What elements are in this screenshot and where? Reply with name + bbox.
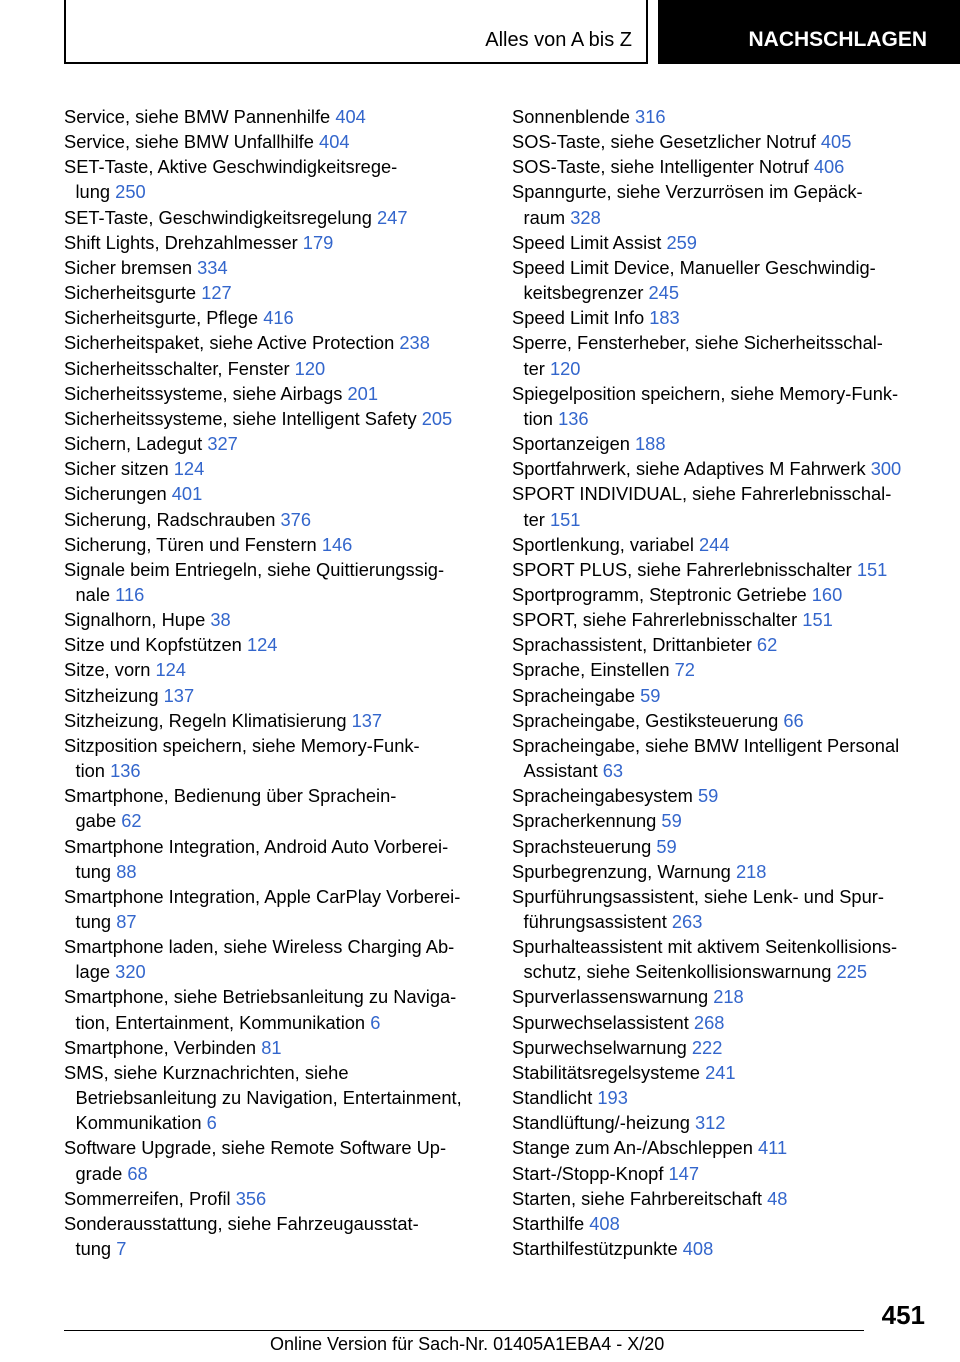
index-entry-text: Sonnenblende — [512, 106, 630, 127]
page-reference-link[interactable]: 247 — [376, 206, 408, 228]
footer-online-version: Online Version für Sach-Nr. 01405A1EBA4 - X/20 — [270, 1334, 665, 1354]
page-reference-link[interactable]: 222 — [691, 1036, 723, 1058]
index-entry-text: Starthilfestützpunkte — [512, 1238, 678, 1260]
page-reference-link[interactable]: 300 — [870, 458, 902, 480]
page-reference-link[interactable]: 328 — [570, 206, 601, 228]
index-entry-continuation: tung — [75, 911, 112, 932]
page-reference-link[interactable]: 120 — [294, 357, 326, 379]
index-entry-text: Sportanzeigen — [512, 433, 630, 455]
page-reference-link[interactable]: 151 — [549, 508, 581, 530]
index-entry — [64, 632, 484, 657]
index-entry — [64, 431, 484, 456]
index-entry — [512, 431, 932, 456]
page-reference-link[interactable]: 63 — [602, 760, 624, 782]
index-entry-text: Sichern, Ladegut — [64, 433, 203, 455]
page-reference-link[interactable]: 263 — [671, 911, 703, 932]
page-number: 451 — [881, 1300, 925, 1330]
index-entry-text: Sportfahrwerk, siehe Adaptives M Fahrwerk — [512, 458, 866, 480]
page-reference-link[interactable]: 268 — [693, 1011, 725, 1033]
page-reference-link[interactable]: 7 — [116, 1238, 127, 1260]
index-entry-text: Starten, siehe Fahrbereitschaft — [512, 1187, 762, 1209]
index-entry — [512, 1135, 932, 1160]
page-reference-link[interactable]: 160 — [811, 583, 843, 605]
index-entry — [64, 1060, 484, 1135]
index-entry-text: Smartphone, siehe Betriebsanleitung zu Naviga- — [64, 986, 457, 1008]
index-entry-text: Stange zum An-/Abschleppen — [512, 1137, 753, 1159]
index-entry-text: Spanngurte, siehe Verzurrösen im Gepäck- — [512, 181, 863, 203]
index-entry — [512, 984, 932, 1009]
page-reference-link[interactable]: 411 — [757, 1137, 788, 1159]
index-entry-text: SET-Taste, Geschwindigkeitsregelung — [64, 206, 372, 228]
page-reference-link[interactable]: 241 — [705, 1061, 736, 1083]
page-reference-link[interactable]: 250 — [115, 181, 146, 203]
index-entry-text: Sicherheitsgurte — [64, 282, 197, 304]
page-reference-link[interactable]: 59 — [656, 835, 677, 857]
index-entry — [64, 330, 484, 355]
index-entry-continuation: lage — [75, 961, 111, 983]
index-entry — [64, 708, 484, 733]
index-entry — [64, 834, 484, 884]
page-reference-link[interactable]: 401 — [171, 483, 203, 505]
index-entry — [64, 657, 484, 682]
index-entry — [64, 507, 484, 532]
page-reference-link[interactable]: 87 — [116, 911, 137, 932]
page-reference-link[interactable]: 218 — [713, 986, 744, 1008]
index-entry-text: Sicherung, Radschrauben — [64, 508, 276, 530]
index-entry — [512, 481, 932, 531]
index-entry-text: Speed Limit Assist — [512, 231, 662, 253]
page-reference-link[interactable]: 136 — [110, 760, 141, 782]
index-entry-text: Spracheingabe, Gestiksteuerung — [512, 709, 779, 731]
page-reference-link[interactable]: 151 — [802, 609, 833, 631]
index-entry — [64, 1035, 484, 1060]
page-reference-link[interactable]: 404 — [319, 131, 350, 153]
index-entry-text: Speed Limit Device, Manueller Geschwindig- — [512, 256, 876, 278]
page-reference-link[interactable]: 68 — [127, 1162, 148, 1184]
index-entry — [512, 230, 932, 255]
index-entry — [512, 1035, 932, 1060]
index-entry-text: Spracherkennung — [512, 810, 657, 832]
page-reference-link[interactable]: 356 — [235, 1187, 267, 1209]
index-entry-text: Software Upgrade, siehe Remote Software Up- — [64, 1137, 447, 1159]
index-entry-continuation: ter — [523, 508, 545, 530]
index-entry — [512, 657, 932, 682]
index-entry — [64, 733, 484, 783]
index-entry-continuation: Assistant — [523, 760, 598, 782]
index-column-right — [512, 104, 932, 1261]
page-reference-link[interactable]: 59 — [661, 810, 682, 832]
index-entry-text: Spurverlassenswarnung — [512, 986, 709, 1008]
page-reference-link[interactable]: 316 — [635, 106, 666, 127]
index-entry — [512, 1211, 932, 1236]
index-entry — [512, 1010, 932, 1035]
index-entry-text: Spracheingabe — [512, 684, 635, 706]
index-entry — [512, 381, 932, 431]
index-entry — [512, 129, 932, 154]
index-entry — [512, 733, 932, 783]
index-entry-continuation: grade — [75, 1162, 123, 1184]
index-entry-text: Spracheingabesystem — [512, 785, 693, 807]
index-entry — [512, 708, 932, 733]
page-reference-link[interactable]: 179 — [302, 231, 334, 253]
index-entry — [512, 808, 932, 833]
index-entry — [512, 1236, 932, 1261]
page-reference-link[interactable]: 151 — [856, 558, 888, 580]
index-entry-continuation: tion — [75, 760, 105, 782]
page-reference-link[interactable]: 59 — [640, 684, 661, 706]
page-reference-link[interactable]: 320 — [115, 961, 146, 983]
index-entry — [512, 783, 932, 808]
index-entry — [64, 280, 484, 305]
index-entry — [64, 683, 484, 708]
index-entry — [64, 406, 484, 431]
index-entry-continuation: nale — [75, 583, 111, 605]
index-entry-text: Sprachassistent, Drittanbieter — [512, 634, 752, 656]
header-title-box — [64, 0, 648, 64]
page-reference-link[interactable]: 120 — [549, 357, 581, 379]
index-entry-text: SMS, siehe Kurznachrichten, siehe — [64, 1061, 349, 1083]
index-entry-text: Sicherheitsschalter, Fenster — [64, 357, 290, 379]
index-entry-continuation: Kommunikation — [75, 1112, 202, 1134]
index-entry — [64, 230, 484, 255]
index-entry-continuation: tion, Entertainment, Kommunikation — [75, 1011, 366, 1033]
index-entry-text: Sicher bremsen — [64, 256, 193, 278]
index-entry-text: Sonderausstattung, siehe Fahrzeugausstat- — [64, 1212, 419, 1234]
index-entry-text: Shift Lights, Drehzahlmesser — [64, 231, 298, 253]
page-reference-link[interactable]: 201 — [347, 382, 379, 404]
index-entry-text: Smartphone laden, siehe Wireless Charging Ab- — [64, 936, 455, 958]
index-entry-continuation: schutz, siehe Seitenkollisionswarnung — [523, 961, 832, 983]
index-entry — [512, 330, 932, 380]
index-entry-text: Sitzposition speichern, siehe Memory-Funk- — [64, 734, 420, 756]
index-entry — [64, 1135, 484, 1185]
page-reference-link[interactable]: 218 — [735, 860, 767, 882]
index-entry-text: Sportprogramm, Steptronic Getriebe — [512, 583, 807, 605]
page-reference-link[interactable]: 124 — [173, 458, 205, 480]
page-reference-link[interactable]: 127 — [201, 282, 232, 304]
index-entry — [64, 1211, 484, 1261]
index-entry — [512, 305, 932, 330]
index-entry-continuation: führungsassistent — [523, 911, 667, 932]
index-entry — [512, 859, 932, 884]
index-entry-text: Sportlenkung, variabel — [512, 533, 694, 555]
page-reference-link[interactable]: 238 — [399, 332, 430, 354]
header-section-label: NACHSCHLAGEN — [748, 28, 927, 51]
page-reference-link[interactable]: 408 — [682, 1238, 714, 1260]
index-entry — [512, 104, 932, 129]
index-entry-text: Spurführungsassistent, siehe Lenk- und Spur- — [512, 885, 884, 907]
page-reference-link[interactable]: 245 — [648, 282, 680, 304]
index-entry — [64, 356, 484, 381]
index-entry-text: Standlicht — [512, 1087, 593, 1109]
page-reference-link[interactable]: 66 — [783, 709, 804, 731]
index-entry — [512, 456, 932, 481]
index-entry — [512, 1186, 932, 1211]
page-reference-link[interactable]: 408 — [589, 1212, 620, 1234]
page-reference-link[interactable]: 137 — [351, 709, 383, 731]
index-entry-text: Sitzheizung, Regeln Klimatisierung — [64, 709, 347, 731]
index-entry-continuation: gabe — [75, 810, 117, 832]
page-reference-link[interactable]: 188 — [635, 433, 666, 455]
page-reference-link[interactable]: 147 — [668, 1162, 700, 1184]
index-entry — [64, 129, 484, 154]
index-entry — [64, 456, 484, 481]
page-reference-link[interactable]: 38 — [210, 609, 231, 631]
page-reference-link[interactable]: 59 — [697, 785, 719, 807]
index-entry-text: Stabilitätsregelsysteme — [512, 1061, 700, 1083]
index-entry-text: Sicherungen — [64, 483, 167, 505]
page-reference-link[interactable]: 48 — [767, 1187, 788, 1209]
index-entry — [64, 783, 484, 833]
index-entry — [512, 884, 932, 934]
page-reference-link[interactable]: 137 — [163, 684, 195, 706]
index-entry — [512, 1085, 932, 1110]
index-entry-text: Sicherung, Türen und Fenstern — [64, 533, 317, 555]
index-entry-text: Start-/Stopp-Knopf — [512, 1162, 664, 1184]
page-reference-link[interactable]: 312 — [694, 1112, 726, 1134]
page-reference-link[interactable]: 116 — [115, 583, 145, 605]
index-entry-text: Spurhalteassistent mit aktivem Seitenkollisions- — [512, 936, 898, 958]
page-reference-link[interactable]: 88 — [116, 860, 137, 882]
index-entry-text: Service, siehe BMW Unfallhilfe — [64, 131, 314, 153]
page-reference-link[interactable]: 136 — [558, 407, 589, 429]
page-reference-link[interactable]: 193 — [597, 1087, 628, 1109]
index-entry — [64, 255, 484, 280]
page-reference-link[interactable]: 406 — [813, 156, 845, 178]
page-reference-link[interactable]: 72 — [674, 659, 695, 681]
index-entry — [512, 632, 932, 657]
page-reference-link[interactable]: 124 — [246, 634, 278, 656]
header-section-tab — [658, 0, 960, 64]
page-reference-link[interactable]: 6 — [370, 1011, 381, 1033]
index-entry — [512, 582, 932, 607]
index-entry-text: Signale beim Entriegeln, siehe Quittierungssig- — [64, 558, 445, 580]
page-reference-link[interactable]: 62 — [121, 810, 142, 832]
index-entry-text: Spurwechselwarnung — [512, 1036, 687, 1058]
page-reference-link[interactable]: 327 — [207, 433, 238, 455]
page-reference-link[interactable]: 376 — [280, 508, 311, 530]
index-entry-text: Sicherheitspaket, siehe Active Protection — [64, 332, 395, 354]
index-entry — [512, 179, 932, 229]
index-entry-text: Spurwechselassistent — [512, 1011, 689, 1033]
index-entry — [512, 1110, 932, 1135]
index-entry-continuation: tung — [75, 860, 112, 882]
index-entry — [512, 557, 932, 582]
page-reference-link[interactable]: 62 — [756, 634, 778, 656]
index-entry — [512, 154, 932, 179]
index-entry-text: Sicherheitsgurte, Pflege — [64, 307, 259, 329]
index-entry-text: Sicherheitssysteme, siehe Intelligent Safety — [64, 407, 417, 429]
index-entry-text: SPORT, siehe Fahrerlebnisschalter — [512, 609, 798, 631]
page-reference-link[interactable]: 205 — [421, 407, 453, 429]
index-entry-text: Smartphone Integration, Apple CarPlay Vorberei- — [64, 885, 461, 907]
index-entry-text: Sprachsteuerung — [512, 835, 652, 857]
page-reference-link[interactable]: 259 — [666, 231, 697, 253]
index-entry — [64, 481, 484, 506]
page-reference-link[interactable]: 124 — [155, 659, 186, 681]
index-entry — [512, 532, 932, 557]
index-entry-text: Sitzheizung — [64, 684, 159, 706]
page-reference-link[interactable]: 405 — [820, 131, 852, 153]
index-entry-text: Signalhorn, Hupe — [64, 609, 206, 631]
index-entry — [64, 532, 484, 557]
index-entry — [512, 1060, 932, 1085]
index-entry-text: Spracheingabe, siehe BMW Intelligent Personal — [512, 734, 900, 756]
index-column-left — [64, 104, 484, 1261]
index-entry-continuation: ter — [523, 357, 545, 379]
index-entry — [64, 557, 484, 607]
index-entry-text: SOS-Taste, siehe Intelligenter Notruf — [512, 156, 809, 178]
index-entry — [64, 104, 484, 129]
index-entry-text: Sommerreifen, Profil — [64, 1187, 231, 1209]
index-entry — [64, 884, 484, 934]
index-entry-continuation: lung — [75, 181, 111, 203]
index-entry — [64, 1186, 484, 1211]
index-entry — [64, 381, 484, 406]
page-reference-link[interactable]: 244 — [699, 533, 730, 555]
index-entry — [512, 255, 932, 305]
index-entry — [64, 607, 484, 632]
index-entry-text: Sicher sitzen — [64, 458, 169, 480]
index-entry-continuation: raum — [523, 206, 566, 228]
index-entry-text: SPORT PLUS, siehe Fahrerlebnisschalter — [512, 558, 852, 580]
index-entry-text: Sprache, Einstellen — [512, 659, 670, 681]
index-entry — [512, 1161, 932, 1186]
index-entry-text: Smartphone, Bedienung über Sprachein- — [64, 785, 397, 807]
page-reference-link[interactable]: 183 — [649, 307, 680, 329]
page-reference-link[interactable]: 416 — [263, 307, 294, 329]
index-entry-text: SET-Taste, Aktive Geschwindigkeitsrege- — [64, 156, 398, 178]
page-reference-link[interactable]: 334 — [197, 256, 228, 278]
index-entry-text: Smartphone, Verbinden — [64, 1036, 257, 1058]
index-entry-text: Service, siehe BMW Pannenhilfe — [64, 106, 331, 127]
index-entry — [64, 305, 484, 330]
index-entry — [512, 934, 932, 984]
index-entry-text: Sicherheitssysteme, siehe Airbags — [64, 382, 343, 404]
index-entry-text: Sperre, Fensterheber, siehe Sicherheitsschal- — [512, 332, 883, 354]
index-entry — [512, 683, 932, 708]
index-entry — [64, 984, 484, 1034]
index-entry-text: Starthilfe — [512, 1212, 585, 1234]
header-title: Alles von A bis Z — [485, 29, 632, 51]
page-reference-link[interactable]: 404 — [335, 106, 366, 127]
index-entry — [64, 154, 484, 204]
index-entry-text: Standlüftung/-heizung — [512, 1112, 690, 1134]
index-entry — [512, 607, 932, 632]
index-entry-text: Smartphone Integration, Android Auto Vorberei- — [64, 835, 449, 857]
page-reference-link[interactable]: 81 — [261, 1036, 282, 1058]
index-entry-continuation: tion — [523, 407, 553, 429]
index-entry — [64, 205, 484, 230]
index-entry-text: Spiegelposition speichern, siehe Memory-Funk- — [512, 382, 899, 404]
index-entry — [64, 934, 484, 984]
footer-rule — [64, 1330, 864, 1331]
page-reference-link[interactable]: 225 — [836, 961, 868, 983]
index-entry-text: Speed Limit Info — [512, 307, 645, 329]
index-entry-text: SPORT INDIVIDUAL, siehe Fahrerlebnisschal- — [512, 483, 892, 505]
page-reference-link[interactable]: 146 — [321, 533, 353, 555]
index-entry-continuation: tung — [75, 1238, 112, 1260]
index-entry — [512, 834, 932, 859]
index-entry-continuation: keitsbegrenzer — [523, 282, 644, 304]
index-entry-text: SOS-Taste, siehe Gesetzlicher Notruf — [512, 131, 816, 153]
index-entry-text: Spurbegrenzung, Warnung — [512, 860, 731, 882]
page-reference-link[interactable]: 6 — [206, 1112, 217, 1134]
index-entry-continuation: Betriebsanleitung zu Navigation, Entertainment, — [75, 1087, 462, 1109]
index-entry-text: Sitze, vorn — [64, 659, 151, 681]
index-entry-text: Sitze und Kopfstützen — [64, 634, 242, 656]
